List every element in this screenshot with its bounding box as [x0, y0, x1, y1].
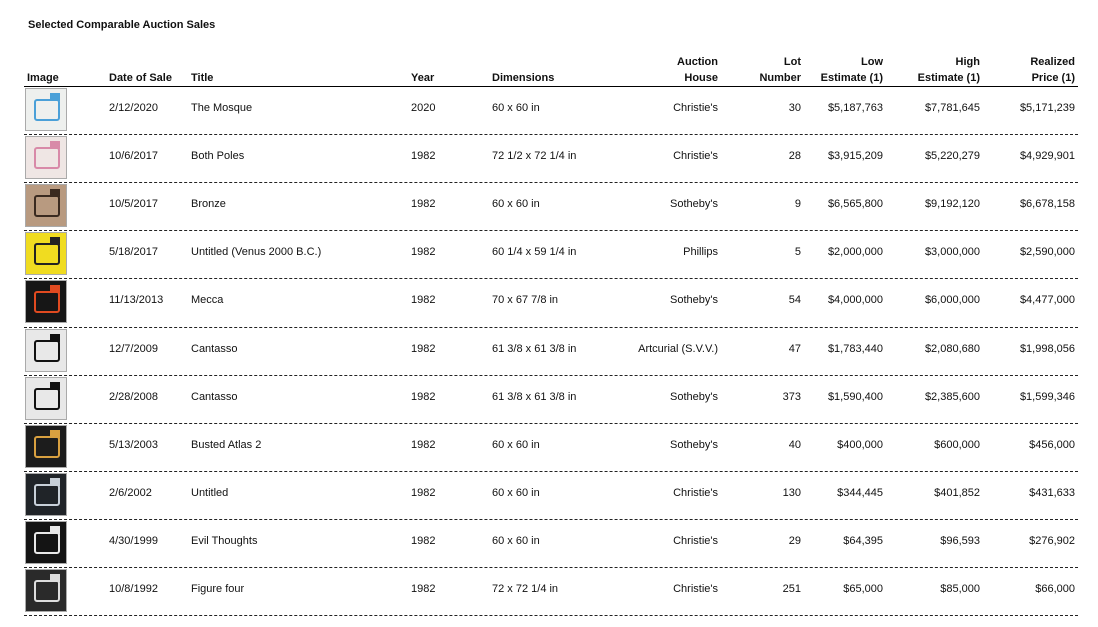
artwork-mark-icon: [50, 141, 60, 149]
artwork-thumbnail: [25, 136, 67, 179]
table-row: [0, 230, 1098, 278]
cell-title: The Mosque: [191, 102, 253, 114]
cell-low: $2,000,000: [827, 246, 883, 259]
cell-lot: 373: [782, 390, 801, 403]
cell-lot: 47: [788, 342, 801, 355]
header-title: Title: [191, 72, 214, 84]
cell-high: $9,192,120: [924, 198, 980, 211]
artwork-mark-icon: [50, 382, 60, 390]
cell-low: $400,000: [837, 438, 883, 451]
cell-title: Cantasso: [191, 342, 238, 355]
header-lot-number: Lot Number: [759, 56, 801, 84]
artwork-mark-icon: [50, 334, 60, 342]
cell-year: 1982: [411, 583, 436, 595]
cell-title: Mecca: [191, 294, 224, 307]
artwork-mark-icon: [34, 580, 60, 602]
cell-high: $96,593: [940, 534, 980, 547]
cell-lot: 5: [794, 246, 801, 259]
artwork-mark-icon: [34, 388, 60, 410]
artwork-thumbnail: [25, 473, 67, 516]
header-date: Date of Sale: [109, 72, 172, 84]
cell-lot: 30: [788, 102, 801, 114]
cell-dimensions: 60 x 60 in: [492, 438, 540, 451]
cell-year: 1982: [411, 342, 436, 355]
cell-lot: 9: [794, 198, 801, 211]
cell-house: Christie's: [673, 486, 718, 499]
table-row: [0, 327, 1098, 375]
header-auction-house: Auction House: [677, 56, 718, 84]
artwork-thumbnail: [25, 329, 67, 372]
cell-low: $65,000: [843, 583, 883, 595]
header-image: Image: [27, 72, 59, 84]
cell-low: $1,783,440: [827, 342, 883, 355]
table-row: [0, 471, 1098, 519]
cell-price: $431,633: [1029, 486, 1075, 499]
cell-year: 1982: [411, 294, 436, 307]
row-divider: [24, 615, 1078, 616]
cell-high: $2,080,680: [924, 342, 980, 355]
artwork-mark-icon: [34, 195, 60, 217]
artwork-mark-icon: [50, 430, 60, 438]
artwork-thumbnail: [25, 377, 67, 420]
cell-dimensions: 60 x 60 in: [492, 198, 540, 211]
table-row: [0, 519, 1098, 567]
artwork-thumbnail: [25, 280, 67, 323]
cell-low: $3,915,209: [827, 150, 883, 163]
cell-high: $85,000: [940, 583, 980, 595]
cell-lot: 54: [788, 294, 801, 307]
cell-lot: 40: [788, 438, 801, 451]
cell-title: Untitled: [191, 486, 229, 499]
cell-year: 2020: [411, 102, 436, 114]
table-row: [0, 423, 1098, 471]
cell-low: $64,395: [843, 534, 883, 547]
cell-house: Christie's: [673, 150, 718, 163]
cell-date: 2/12/2020: [109, 102, 158, 114]
table-row: [0, 86, 1098, 134]
cell-year: 1982: [411, 486, 436, 499]
cell-title: Figure four: [191, 583, 245, 595]
table-row: [0, 182, 1098, 230]
cell-high: $2,385,600: [924, 390, 980, 403]
cell-house: Artcurial (S.V.V.): [638, 342, 718, 355]
cell-high: $600,000: [934, 438, 980, 451]
artwork-mark-icon: [34, 436, 60, 458]
cell-price: $276,902: [1029, 534, 1075, 547]
cell-date: 5/13/2003: [109, 438, 158, 451]
cell-low: $344,445: [837, 486, 883, 499]
table-row: [0, 567, 1098, 615]
header-realized-price: Realized Price (1): [1030, 56, 1075, 84]
artwork-mark-icon: [34, 99, 60, 121]
cell-year: 1982: [411, 246, 436, 259]
cell-dimensions: 72 x 72 1/4 in: [492, 583, 559, 595]
cell-lot: 251: [782, 583, 801, 595]
artwork-thumbnail: [25, 232, 67, 275]
cell-dimensions: 60 x 60 in: [492, 102, 540, 114]
cell-house: Christie's: [673, 583, 718, 595]
cell-high: $401,852: [934, 486, 980, 499]
cell-title: Cantasso: [191, 390, 238, 403]
artwork-mark-icon: [34, 484, 60, 506]
artwork-thumbnail: [25, 425, 67, 468]
cell-title: Bronze: [191, 198, 226, 211]
artwork-mark-icon: [50, 93, 60, 101]
cell-low: $6,565,800: [827, 198, 883, 211]
cell-date: 10/8/1992: [109, 583, 158, 595]
cell-date: 10/5/2017: [109, 198, 158, 211]
cell-year: 1982: [411, 438, 436, 451]
cell-dimensions: 60 x 60 in: [492, 534, 540, 547]
table-row: [0, 278, 1098, 326]
artwork-thumbnail: [25, 521, 67, 564]
cell-low: $5,187,763: [827, 102, 883, 114]
cell-dimensions: 61 3/8 x 61 3/8 in: [492, 390, 577, 403]
cell-price: $66,000: [1035, 583, 1075, 595]
cell-price: $2,590,000: [1019, 246, 1075, 259]
artwork-thumbnail: [25, 569, 67, 612]
cell-house: Sotheby's: [670, 294, 718, 307]
cell-lot: 28: [788, 150, 801, 163]
cell-price: $456,000: [1029, 438, 1075, 451]
cell-house: Sotheby's: [670, 390, 718, 403]
cell-date: 11/13/2013: [109, 294, 164, 307]
cell-date: 2/28/2008: [109, 390, 158, 403]
cell-high: $6,000,000: [924, 294, 980, 307]
cell-title: Busted Atlas 2: [191, 438, 262, 451]
page-title: Selected Comparable Auction Sales: [28, 19, 216, 31]
cell-house: Phillips: [683, 246, 718, 259]
cell-date: 4/30/1999: [109, 534, 158, 547]
header-high-estimate: High Estimate (1): [917, 56, 980, 84]
cell-lot: 130: [782, 486, 801, 499]
cell-year: 1982: [411, 150, 436, 163]
cell-price: $1,599,346: [1019, 390, 1075, 403]
cell-title: Both Poles: [191, 150, 245, 163]
artwork-mark-icon: [34, 291, 60, 313]
header-low-estimate: Low Estimate (1): [820, 56, 883, 84]
artwork-mark-icon: [34, 243, 60, 265]
cell-low: $1,590,400: [827, 390, 883, 403]
header-dimensions: Dimensions: [492, 72, 555, 84]
cell-year: 1982: [411, 198, 436, 211]
cell-price: $4,929,901: [1019, 150, 1075, 163]
cell-title: Evil Thoughts: [191, 534, 258, 547]
cell-low: $4,000,000: [827, 294, 883, 307]
cell-dimensions: 70 x 67 7/8 in: [492, 294, 559, 307]
cell-title: Untitled (Venus 2000 B.C.): [191, 246, 322, 259]
cell-lot: 29: [788, 534, 801, 547]
cell-year: 1982: [411, 534, 436, 547]
cell-house: Sotheby's: [670, 438, 718, 451]
artwork-mark-icon: [50, 189, 60, 197]
artwork-mark-icon: [50, 285, 60, 293]
cell-dimensions: 60 x 60 in: [492, 486, 540, 499]
cell-date: 10/6/2017: [109, 150, 158, 163]
cell-high: $3,000,000: [924, 246, 980, 259]
artwork-mark-icon: [34, 147, 60, 169]
table-row: [0, 375, 1098, 423]
cell-high: $7,781,645: [924, 102, 980, 114]
cell-high: $5,220,279: [924, 150, 980, 163]
table-row: [0, 134, 1098, 182]
cell-date: 5/18/2017: [109, 246, 158, 259]
cell-year: 1982: [411, 390, 436, 403]
cell-dimensions: 61 3/8 x 61 3/8 in: [492, 342, 577, 355]
cell-price: $1,998,056: [1019, 342, 1075, 355]
artwork-mark-icon: [50, 526, 60, 534]
cell-date: 2/6/2002: [109, 486, 152, 499]
cell-dimensions: 72 1/2 x 72 1/4 in: [492, 150, 577, 163]
artwork-mark-icon: [50, 574, 60, 582]
cell-house: Sotheby's: [670, 198, 718, 211]
cell-price: $5,171,239: [1019, 102, 1075, 114]
cell-price: $4,477,000: [1019, 294, 1075, 307]
artwork-mark-icon: [50, 237, 60, 245]
artwork-thumbnail: [25, 184, 67, 227]
cell-dimensions: 60 1/4 x 59 1/4 in: [492, 246, 577, 259]
cell-house: Christie's: [673, 102, 718, 114]
artwork-mark-icon: [34, 532, 60, 554]
artwork-thumbnail: [25, 88, 67, 131]
cell-date: 12/7/2009: [109, 342, 158, 355]
header-year: Year: [411, 72, 435, 84]
artwork-mark-icon: [50, 478, 60, 486]
cell-house: Christie's: [673, 534, 718, 547]
cell-price: $6,678,158: [1019, 198, 1075, 211]
artwork-mark-icon: [34, 340, 60, 362]
